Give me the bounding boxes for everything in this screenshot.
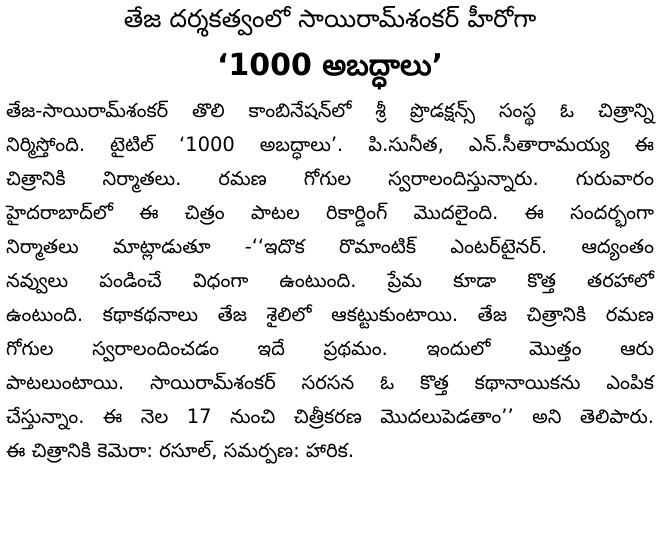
article-line: పాటలుంటాయి. సాయిరామ్‌శంకర్‌ సరసన ఓ కొత్త కథానాయికను ఎంపిక	[6, 371, 654, 394]
article-subheadline: ‘1000 అబద్ధాలు’	[216, 48, 444, 83]
article-line: ఉంటుంది. కథాకథనాలు తేజ శైలిలో ఆకట్టుకుంటాయి. తేజ చిత్రానికి రమణ	[6, 303, 654, 326]
article-line: ఈ చిత్రానికి కెమెరా: రసూల్‌, సమర్పణ: హారిక.	[6, 439, 355, 462]
article-body	[6, 94, 654, 468]
article-headline: తేజ దర్శకత్వంలో సాయిరామ్‌శంకర్‌ హీరోగా	[123, 4, 537, 33]
article-line: తేజ-సాయిరామ్‌శంకర్‌ తొలి కాంబినేషన్‌లో శ్రీ ప్రొడక్షన్స్‌ సంస్థ ఓ చిత్రాన్ని	[6, 99, 654, 122]
article-line: చేస్తున్నాం. ఈ నెల 17 నుంచి చిత్రీకరణ మొదలుపెడతాం’’ అని తెలిపారు.	[6, 405, 654, 428]
article-line: చిత్రానికి నిర్మాతలు. రమణ గోగుల స్వరాలందిస్తున్నారు. గురువారం	[6, 167, 654, 190]
article-line: నిర్మిస్తోంది. టైటిల్‌ ‘1000 అబద్ధాలు’. పి.సునీత, ఎన్‌.సీతారామయ్య ఈ	[6, 133, 654, 156]
article-line: నిర్మాతలు మాట్లాడుతూ -‘‘ఇదొక రొమాంటిక్‌ ఎంటర్‌టైనర్‌. ఆద్యంతం	[6, 235, 654, 258]
article-line: నవ్వులు పండించే విధంగా ఉంటుంది. ప్రేమ కూడా కొత్త తరహాలో	[6, 269, 654, 292]
article-line: హైదరాబాద్‌లో ఈ చిత్రం పాటల రికార్డింగ్‌ మొదలైంది. ఈ సందర్భంగా	[6, 201, 654, 224]
article-line: గోగుల స్వరాలందించడం ఇదే ప్రథమం. ఇందులో మొత్తం ఆరు	[6, 337, 654, 360]
